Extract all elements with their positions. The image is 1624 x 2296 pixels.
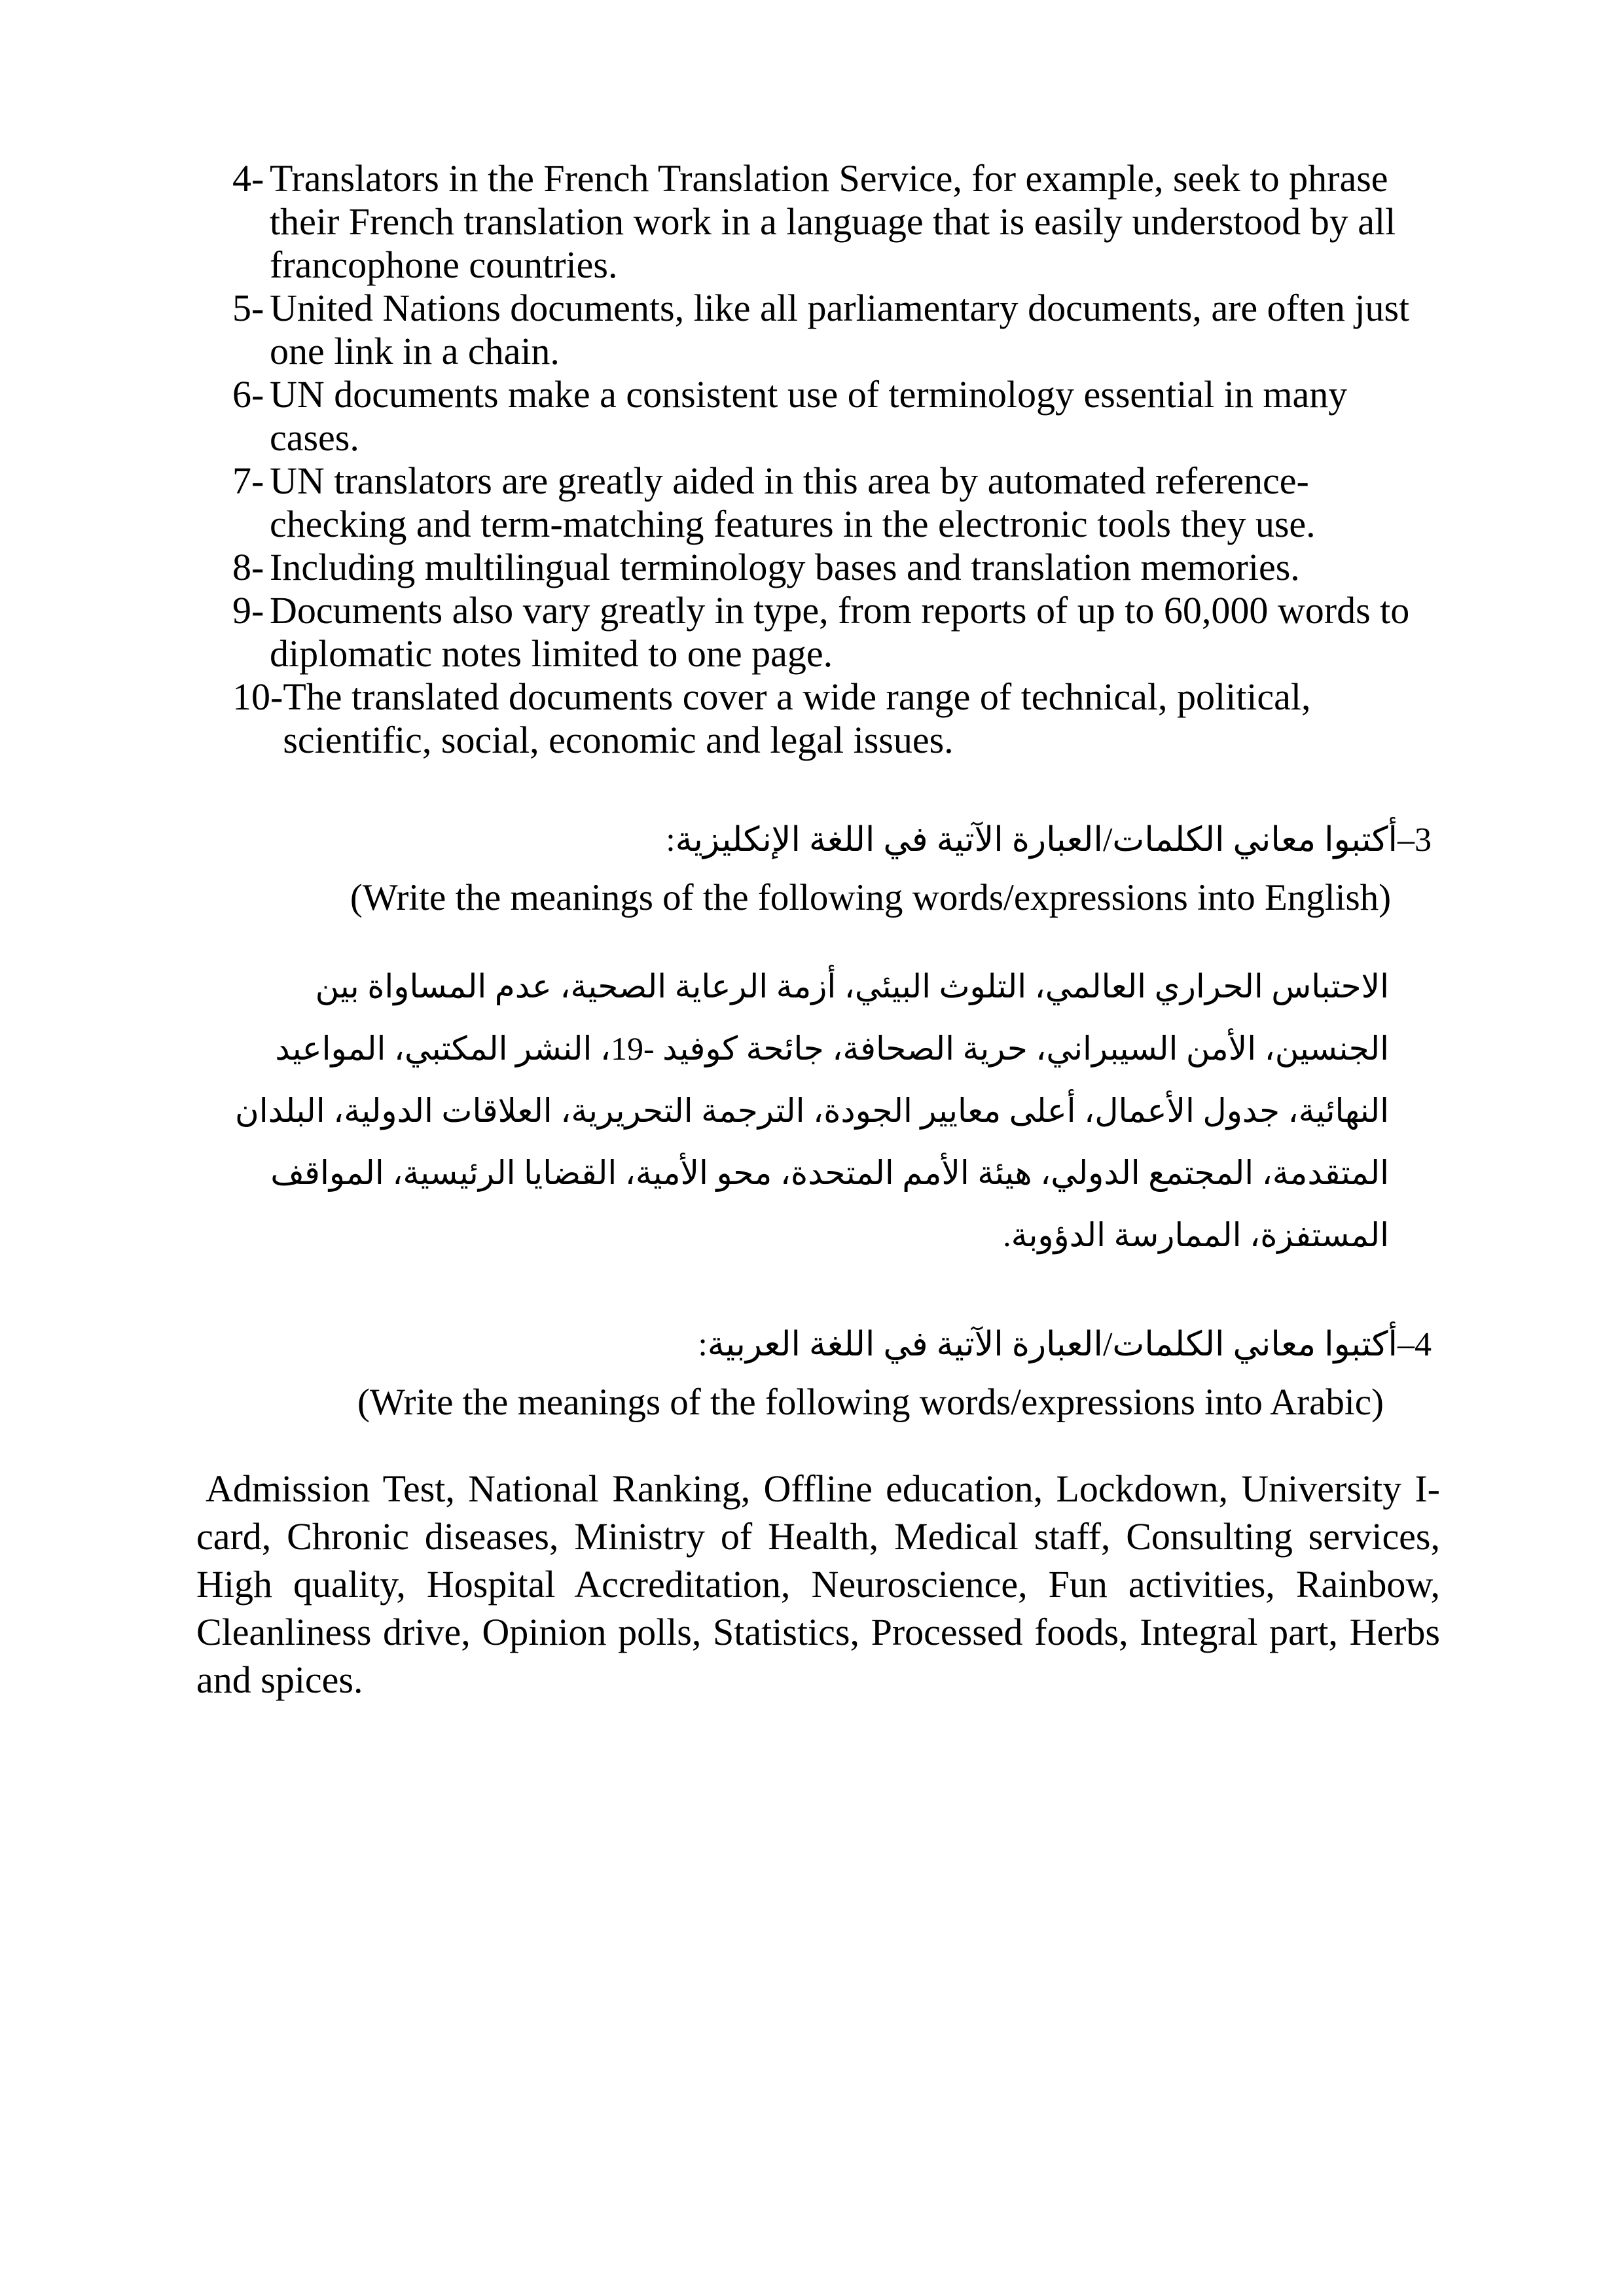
- list-item-number: 10-: [232, 675, 283, 718]
- section3-arabic-terms-paragraph: الاحتباس الحراري العالمي، التلوث البيئي، أزمة الرعاية الصحية، عدم المساواة بين الجنسين، الأمن السيبراني، حرية الصحافة، جائحة كوفيد -19، النشر المكتبي، المواعيد النهائية، جدول الأعمال، أعلى معايير الجودة، الترجمة التحريرية، العلاقات الدولية، البلدان المتقدمة، المجتمع الدولي، هيئة الأمم المتحدة، محو الأمية، القضايا الرئيسية، المواقف المستفزة، الممارسة الدؤوبة.: [235, 968, 1389, 1253]
- list-item-text: The translated documents cover a wide range of technical, political, scientific, social, economic and legal issues.: [283, 675, 1311, 761]
- list-item-number: 6-: [232, 373, 264, 416]
- list-item-number: 9-: [232, 589, 264, 632]
- list-item-text: United Nations documents, like all parliamentary documents, are often just one link in a chain.: [270, 287, 1410, 372]
- list-item: [232, 675, 1440, 762]
- list-item-text: UN documents make a consistent use of terminology essential in many cases.: [270, 373, 1348, 459]
- list-item-number: 4-: [232, 157, 264, 200]
- list-item: [232, 589, 1440, 675]
- numbered-list: [232, 157, 1440, 762]
- section3-heading-arabic: 3–أكتبوا معاني الكلمات/العبارة الآتية في اللغة الإنكليزية:: [666, 821, 1432, 859]
- section4-english-terms-paragraph: Admission Test, National Ranking, Offline education, Lockdown, University I-card, Chronic diseases, Ministry of Health, Medical staff, Consulting services, High quality, Hospital Accreditation, Neuroscience, Fun activities, Rainbow, Cleanliness drive, Opinion polls, Statistics, Processed foods, Integral part, Herbs and spices.: [196, 1467, 1440, 1701]
- list-item: [232, 287, 1440, 373]
- section4-heading-arabic: 4–أكتبوا معاني الكلمات/العبارة الآتية في اللغة العربية:: [698, 1326, 1432, 1363]
- list-item-text: Including multilingual terminology bases and translation memories.: [270, 546, 1300, 588]
- list-item: [232, 373, 1440, 459]
- list-item-number: 7-: [232, 459, 264, 502]
- list-item-text: UN translators are greatly aided in this area by automated reference-checking and term-matching features in the electronic tools they use.: [270, 459, 1316, 545]
- list-item: [232, 157, 1440, 287]
- list-item-text: Documents also vary greatly in type, from reports of up to 60,000 words to diplomatic notes limited to one page.: [270, 589, 1410, 675]
- list-item-number: 8-: [232, 546, 264, 588]
- list-item: [232, 546, 1440, 589]
- list-item-text: Translators in the French Translation Service, for example, seek to phrase their French translation work in a language that is easily understood by all francophone countries.: [270, 157, 1396, 286]
- section4-subtitle-english: (Write the meanings of the following words/expressions into Arabic): [357, 1382, 1384, 1423]
- list-item: [232, 459, 1440, 546]
- list-item-number: 5-: [232, 287, 264, 329]
- section3-subtitle-english: (Write the meanings of the following words/expressions into English): [350, 877, 1392, 918]
